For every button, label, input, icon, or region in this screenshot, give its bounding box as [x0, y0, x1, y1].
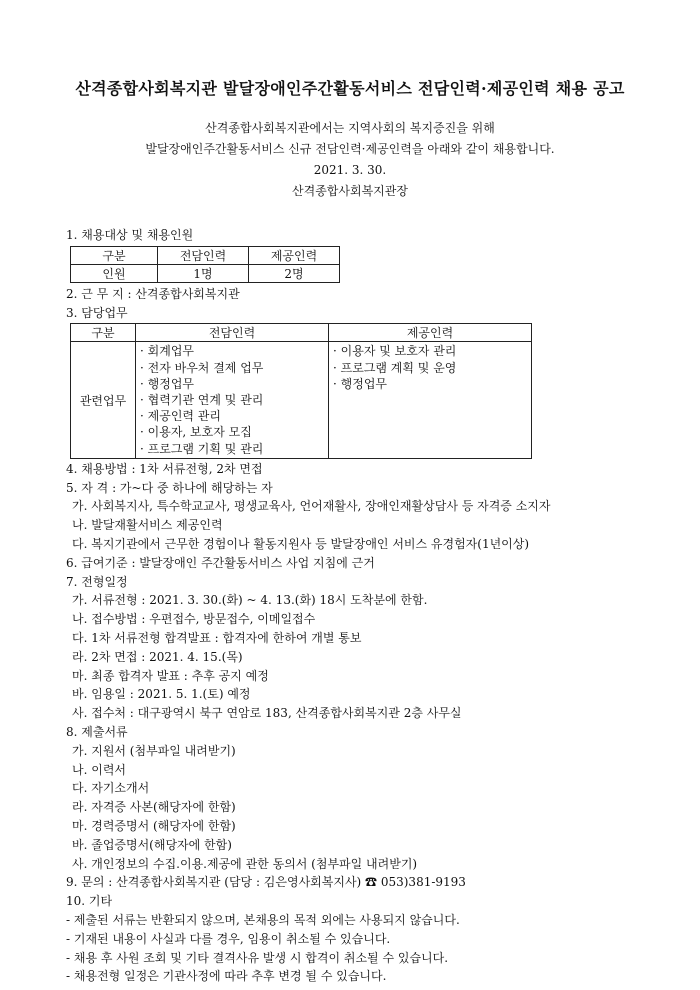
table-header-cell: 구분 — [71, 246, 158, 264]
section-line: 2. 근 무 지 : 산격종합사회복지관 — [66, 286, 240, 301]
intro-block — [0, 118, 700, 202]
table-cell: 1명 — [158, 264, 249, 282]
duties-table — [70, 323, 532, 458]
section-line: 4. 채용방법 : 1차 서류전형, 2차 면접 — [66, 461, 263, 476]
section-heading: 3. 담당업무 — [66, 305, 128, 320]
section-line: 10. 기타 — [66, 894, 113, 909]
document-body — [66, 226, 686, 986]
duty-item: · 프로그램 계획 및 운영 — [333, 360, 457, 375]
sub-item-line: 다. 자기소개서 — [72, 781, 150, 796]
duty-item: · 이용자 및 보호자 관리 — [333, 344, 457, 359]
duty-item: · 제공인력 관리 — [140, 409, 221, 424]
table-cell: 2명 — [249, 264, 340, 282]
sub-item-line: 가. 서류전형 : 2021. 3. 30.(화) ~ 4. 13.(화) 18시 도착분에 한함. — [72, 593, 428, 608]
sub-item-line: 바. 졸업증명서(해당자에 한함) — [72, 837, 232, 852]
section-line: - 채용 후 사원 조회 및 기타 결격사유 발생 시 합격이 취소될 수 있습니다. — [66, 950, 449, 965]
sub-item-line: 가. 지원서 (첨부파일 내려받기) — [72, 743, 236, 758]
sub-item-line: 마. 최종 합격자 발표 : 추후 공지 예정 — [72, 668, 269, 683]
table-header-cell: 구분 — [71, 324, 136, 342]
remaining-sections — [66, 460, 686, 986]
duty-item: · 협력기관 연계 및 관리 — [140, 393, 264, 407]
table-header-cell: 제공인력 — [249, 246, 340, 264]
duties-list-full-time — [136, 342, 329, 458]
sub-item-line: 나. 발달재활서비스 제공인력 — [72, 518, 223, 533]
intro-line: 산격종합사회복지관에서는 지역사회의 복지증진을 위해 — [205, 121, 495, 135]
section-line: 5. 자 격 : 가~다 중 하나에 해당하는 자 — [66, 480, 273, 495]
sub-item-line: 가. 사회복지사, 특수학교교사, 평생교육사, 언어재활사, 장애인재활상담사 등 자격증 소지자 — [72, 499, 551, 514]
section-line: - 채용전형 일정은 기관사정에 따라 추후 변경 될 수 있습니다. — [66, 969, 387, 984]
section-line: - 기재된 내용이 사실과 다를 경우, 임용이 취소될 수 있습니다. — [66, 931, 391, 946]
section-heading: 1. 채용대상 및 채용인원 — [66, 228, 194, 242]
section-line: 9. 문의 : 산격종합사회복지관 (담당 : 김은영사회복지사) ☎ 053)381-9193 — [66, 875, 466, 890]
sub-item-line: 라. 2차 면접 : 2021. 4. 15.(목) — [72, 649, 243, 664]
announcement-date: 2021. 3. 30. — [313, 163, 387, 177]
duty-item: · 행정업무 — [140, 376, 194, 391]
section-line: 7. 전형일정 — [66, 574, 128, 589]
sub-item-line: 라. 자격증 사본(해당자에 한함) — [72, 800, 236, 815]
sub-item-line: 사. 접수처 : 대구광역시 북구 연암로 183, 산격종합사회복지관 2층 사무실 — [72, 706, 462, 721]
section-line: 8. 제출서류 — [66, 724, 128, 739]
table-header-cell: 전담인력 — [136, 324, 329, 342]
sub-item-line: 사. 개인정보의 수집.이용.제공에 관한 동의서 (첨부파일 내려받기) — [72, 856, 418, 871]
duty-item: · 프로그램 기획 및 관리 — [140, 441, 264, 456]
sub-item-line: 다. 복지기관에서 근무한 경험이나 활동지원사 등 발달장애인 서비스 유경험자(1년이상) — [72, 537, 530, 551]
sub-item-line: 마. 경력증명서 (해당자에 한함) — [72, 818, 236, 833]
sub-item-line: 나. 접수방법 : 우편접수, 방문접수, 이메일접수 — [72, 612, 316, 627]
sub-item-line: 나. 이력서 — [72, 762, 126, 777]
sub-item-line: 바. 임용일 : 2021. 5. 1.(토) 예정 — [72, 687, 251, 702]
duty-item: · 회계업무 — [140, 344, 194, 359]
duty-item: · 이용자, 보호자 모집 — [140, 425, 252, 440]
duty-item: · 행정업무 — [333, 376, 387, 391]
table-header-cell: 전담인력 — [158, 246, 249, 264]
intro-line: 발달장애인주간활동서비스 신규 전담인력·제공인력을 아래와 같이 채용합니다. — [145, 142, 555, 156]
duty-item: · 전자 바우처 결제 업무 — [140, 360, 264, 375]
section-line: 6. 급여기준 : 발달장애인 주간활동서비스 사업 지침에 근거 — [66, 555, 375, 570]
duties-list-provider — [329, 342, 532, 458]
section-line: - 제출된 서류는 반환되지 않으며, 본채용의 목적 외에는 사용되지 않습니다. — [66, 912, 460, 927]
document-title: 산격종합사회복지관 발달장애인주간활동서비스 전담인력·제공인력 채용 공고 — [75, 79, 625, 98]
sub-item-line: 다. 1차 서류전형 합격발표 : 합격자에 한하여 개별 통보 — [72, 630, 362, 645]
table-header-cell: 제공인력 — [329, 324, 532, 342]
table-row-label: 관련업무 — [71, 342, 136, 458]
table-cell: 인원 — [71, 264, 158, 282]
issuer: 산격종합사회복지관장 — [292, 184, 408, 198]
recruit-count-table — [70, 246, 340, 283]
